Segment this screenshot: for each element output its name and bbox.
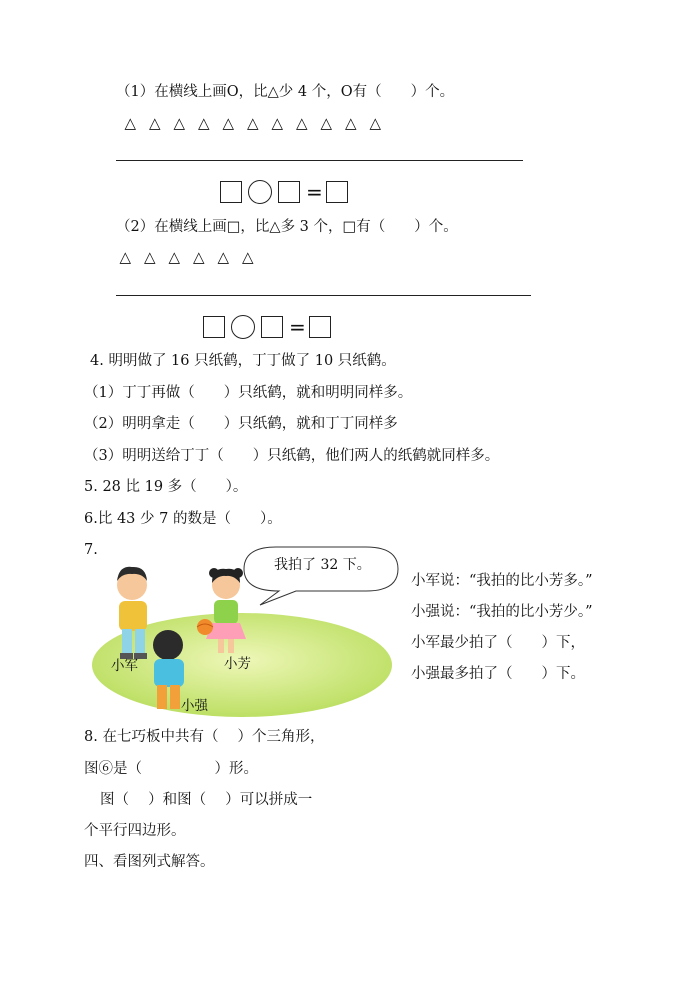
answer-box[interactable] <box>261 316 283 338</box>
triangle-symbol: △ <box>271 114 284 132</box>
q4-item-1: （1）丁丁再做（ ）只纸鹤，就和明明同样多。 <box>84 385 413 401</box>
speech-bubble-text: 我拍了 32 下。 <box>274 557 371 573</box>
equation-row-1 <box>220 180 348 204</box>
equation-row-2 <box>203 315 331 339</box>
q8-line-4: 个平行四边形。 <box>84 823 186 839</box>
q8-line-1: 8. 在七巧板中共有（ ）个三角形， <box>84 729 325 745</box>
triangle-symbol: △ <box>124 114 137 132</box>
label-xiaofang: 小芳 <box>224 656 251 672</box>
q4-item-3: （3）明明送给丁丁（ ）只纸鹤，他们两人的纸鹤就同样多。 <box>84 448 500 464</box>
q3-part2-text: （2）在横线上画□，比△多 3 个，□有（ ）个。 <box>116 219 458 235</box>
triangle-symbol: △ <box>246 114 259 132</box>
triangle-symbol: △ <box>192 248 205 266</box>
answer-line-1[interactable] <box>116 160 523 161</box>
triangle-symbol: △ <box>173 114 186 132</box>
triangle-symbol: △ <box>344 114 357 132</box>
triangle-symbol: △ <box>197 114 210 132</box>
triangle-symbol: △ <box>369 114 382 132</box>
q4-stem: 4. 明明做了 16 只纸鹤，丁丁做了 10 只纸鹤。 <box>90 353 396 369</box>
answer-line-2[interactable] <box>116 295 531 296</box>
triangle-symbol: △ <box>119 248 132 266</box>
q8-line-2: 图⑥是（ ）形。 <box>84 761 258 777</box>
result-box[interactable] <box>326 181 348 203</box>
triangle-symbol: △ <box>217 248 230 266</box>
q7-number: 7. <box>84 542 98 558</box>
triangle-symbol: △ <box>168 248 181 266</box>
q4-item-2: （2）明明拿走（ ）只纸鹤，就和丁丁同样多 <box>84 416 398 432</box>
operator-circle[interactable] <box>231 315 255 339</box>
answer-box[interactable] <box>220 181 242 203</box>
answer-box[interactable] <box>278 181 300 203</box>
ball-icon <box>197 619 213 635</box>
operator-circle[interactable] <box>248 180 272 204</box>
label-xiaoqiang: 小强 <box>181 698 208 714</box>
triangle-symbol: △ <box>320 114 333 132</box>
triangle-row-1 <box>118 114 388 132</box>
q8-line-3: 图（ ）和图（ ）可以拼成一 <box>100 792 313 808</box>
answer-box[interactable] <box>203 316 225 338</box>
q6-text: 6.比 43 少 7 的数是（ ）。 <box>84 511 282 527</box>
triangle-symbol: △ <box>295 114 308 132</box>
q3-part1-text: （1）在横线上画O，比△少 4 个，O有（ ）个。 <box>116 84 455 100</box>
equals-sign: = <box>289 315 306 339</box>
q5-text: 5. 28 比 19 多（ ）。 <box>84 479 248 495</box>
q7-line-2: 小强说：“我拍的比小芳少。” <box>411 604 593 620</box>
label-xiaojun: 小军 <box>111 658 138 674</box>
q7-line-3: 小军最少拍了（ ）下， <box>411 635 585 651</box>
triangle-symbol: △ <box>148 114 161 132</box>
equals-sign: = <box>306 180 323 204</box>
result-box[interactable] <box>309 316 331 338</box>
q7-line-1: 小军说：“我拍的比小芳多。” <box>411 573 593 589</box>
triangle-symbol: △ <box>222 114 235 132</box>
triangle-row-2 <box>113 248 260 266</box>
triangle-symbol: △ <box>241 248 254 266</box>
section-4-heading: 四、看图列式解答。 <box>84 854 215 870</box>
q7-line-4: 小强最多拍了（ ）下。 <box>411 666 585 682</box>
triangle-symbol: △ <box>143 248 156 266</box>
